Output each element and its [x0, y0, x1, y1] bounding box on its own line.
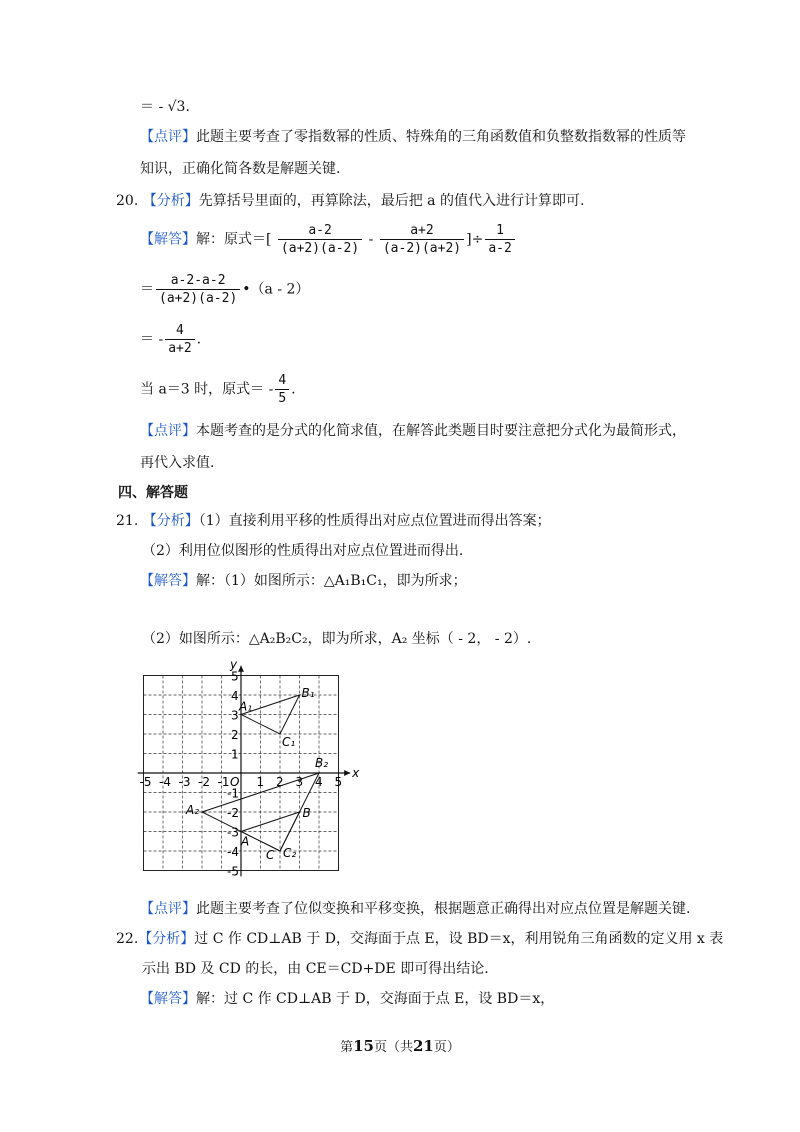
y-tick-label: 4 — [231, 689, 239, 703]
q20-analysis: 20. 【分析】先算括号里面的，再算除法，最后把 a 的值代入进行计算即可. — [116, 193, 585, 209]
q22-answer: 【解答】解：过 C 作 CD⊥AB 于 D，交海面于点 E，设 BD＝x， — [140, 991, 555, 1007]
analysis-tag: 【分析】 — [142, 193, 199, 209]
x-tick-label: -5 — [139, 775, 152, 789]
x-tick-label: -2 — [198, 775, 210, 789]
q21-analysis: 21. 【分析】（1）直接利用平移的性质得出对应点位置进而得出答案； — [116, 513, 551, 529]
point-label: C₂ — [283, 846, 297, 860]
point-label: B₂ — [315, 756, 329, 770]
point-label: C — [266, 848, 275, 862]
y-axis-label: y — [230, 657, 238, 672]
comment-line-2: 知识，正确化简各数是解题关键. — [140, 161, 341, 177]
section-heading: 四、解答题 — [118, 485, 188, 501]
q20-comment-2: 再代入求值. — [140, 455, 215, 471]
fraction: $\frac{a+2}{(a-2)(a+2)}$ — [380, 222, 464, 257]
comment-tag: 【点评】 — [140, 129, 196, 145]
y-tick-label: -5 — [227, 864, 239, 879]
x-tick-label: 3 — [295, 775, 304, 789]
q20-answer-line3: ＝ - $\frac{4}{a+2}$ . — [140, 323, 202, 356]
x-tick-label: O — [230, 775, 240, 789]
q22-analysis: 22.【分析】过 C 作 CD⊥AB 于 D，交海面于点 E，设 BD＝x，利用锐角三角函数的定义用 x 表 — [116, 931, 724, 947]
x-tick-label: -1 — [217, 775, 230, 789]
fraction: $\frac{1}{a-2}$ — [485, 222, 514, 257]
point-label: C₁ — [282, 735, 296, 749]
answer-tag: 【解答】 — [140, 231, 196, 248]
fraction: $\frac{a-2}{(a+2)(a-2)}$ — [278, 222, 362, 257]
y-tick-label: 3 — [231, 708, 239, 723]
y-tick-label: 2 — [231, 728, 239, 742]
fraction: $\frac{a-2-a-2}{(a+2)(a-2)}$ — [156, 272, 240, 307]
y-tick-label: -2 — [227, 806, 239, 820]
q20-comment: 【点评】本题考查的是分式的化简求值，在解答此类题目时要注意把分式化为最简形式， — [140, 423, 686, 439]
q22-analysis-2: 示出 BD 及 CD 的长，由 CE＝CD+DE 即可得出结论. — [142, 961, 489, 977]
page-footer: 第15页（共21页） — [340, 1037, 460, 1055]
x-tick-label: -4 — [159, 775, 171, 789]
q21-answer-2: （2）如图所示：△A₂B₂C₂，即为所求，A₂ 坐标（ - 2， - 2）. — [142, 631, 532, 647]
x-tick-label: -3 — [178, 775, 191, 789]
point-label: B₁ — [301, 686, 315, 700]
result-line: ＝ - √3. — [140, 99, 190, 115]
coordinate-graph — [138, 652, 360, 882]
x-tick-label: 5 — [334, 775, 343, 789]
y-tick-label: -4 — [227, 845, 239, 859]
x-tick-label: 2 — [276, 775, 284, 789]
fraction: $\frac{4}{a+2}$ — [165, 322, 194, 357]
fraction: $\frac{4}{5}$ — [275, 372, 289, 407]
q20-answer-line4: 当 a＝3 时，原式＝ - $\frac{4}{5}$ . — [140, 373, 296, 406]
comment-line: 【点评】此题主要考查了零指数幂的性质、特殊角的三角函数值和负整数指数幂的性质等 — [140, 129, 686, 145]
point-label: A₂ — [186, 803, 200, 817]
q21-analysis-2: （2）利用位似图形的性质得出对应点位置进而得出. — [142, 543, 464, 559]
y-tick-label: -3 — [227, 825, 239, 840]
x-tick-label: 1 — [256, 775, 265, 789]
y-tick-label: 5 — [231, 669, 239, 684]
q21-comment: 【点评】此题主要考查了位似变换和平移变换，根据题意正确得出对应点位置是解题关键. — [140, 901, 691, 917]
x-arrow — [344, 770, 350, 776]
y-tick-label: 1 — [231, 747, 239, 762]
point-label: A — [241, 834, 250, 849]
point-label: B — [302, 806, 311, 820]
x-tick-label: 4 — [315, 775, 323, 789]
y-tick-label: -1 — [227, 786, 239, 801]
point-label: A₁ — [239, 699, 253, 714]
x-axis-label: x — [352, 766, 360, 780]
y-arrow — [238, 666, 244, 672]
q20-answer-line1: 【解答】解：原式＝[ $\frac{a-2}{(a+2)(a-2)}$ - $\frac{a+2}{(a-2)(a+2)}$ ]÷ $\frac{1}{a-2}$ — [140, 222, 517, 257]
q20-answer-line2: ＝ $\frac{a-2-a-2}{(a+2)(a-2)}$ •（a - 2） — [140, 273, 310, 306]
q21-answer-1: 【解答】解：（1）如图所示：△A₁B₁C₁，即为所求； — [140, 573, 467, 589]
